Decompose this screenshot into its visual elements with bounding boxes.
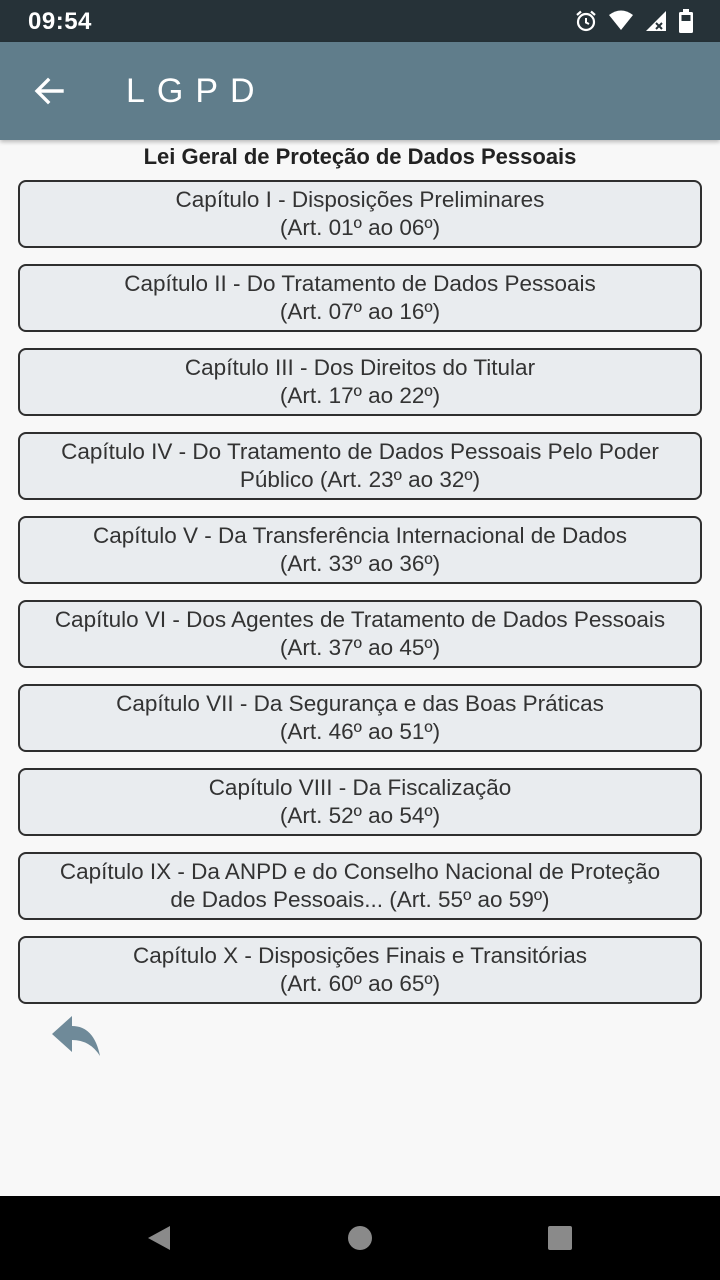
chapter-text	[116, 690, 604, 746]
chapter-title: Capítulo I - Disposições Preliminares	[175, 187, 545, 212]
chapter-title: Capítulo IX - Da ANPD e do Conselho Nacional de Proteção	[59, 859, 661, 884]
chapter-button-5[interactable]	[18, 516, 702, 584]
chapter-text	[93, 522, 627, 578]
reply-icon[interactable]	[50, 1014, 102, 1058]
chapter-title: Capítulo III - Dos Direitos do Titular	[184, 355, 536, 380]
chapter-title: Capítulo VII - Da Segurança e das Boas Práticas	[116, 691, 604, 716]
chapter-list	[18, 180, 702, 1020]
chapter-title: Capítulo IV - Do Tratamento de Dados Pessoais Pelo Poder	[61, 439, 659, 464]
chapter-text	[209, 774, 512, 830]
chapter-articles: (Art. 01º ao 06º)	[279, 215, 441, 240]
chapter-text	[61, 438, 659, 494]
chapter-title: Capítulo X - Disposições Finais e Transitórias	[133, 943, 587, 968]
chapter-button-7[interactable]	[18, 684, 702, 752]
chapter-articles: (Art. 60º ao 65º)	[279, 971, 441, 996]
chapter-articles: (Art. 17º ao 22º)	[279, 383, 441, 408]
chapter-text	[124, 270, 596, 326]
home-circle-icon[interactable]	[340, 1218, 380, 1258]
chapter-articles: (Art. 33º ao 36º)	[279, 551, 441, 576]
chapter-text	[185, 354, 535, 410]
status-icons	[574, 8, 694, 39]
signal-icon	[644, 9, 668, 38]
arrow-left-icon[interactable]	[30, 72, 68, 110]
chapter-text	[60, 858, 660, 914]
chapter-button-2[interactable]	[18, 264, 702, 332]
chapter-button-6[interactable]	[18, 600, 702, 668]
chapter-articles: (Art. 07º ao 16º)	[279, 299, 441, 324]
chapter-text	[176, 186, 545, 242]
chapter-title: Capítulo VIII - Da Fiscalização	[208, 775, 512, 800]
status-bar	[0, 0, 720, 42]
chapter-button-3[interactable]	[18, 348, 702, 416]
chapter-button-10[interactable]	[18, 936, 702, 1004]
chapter-button-4[interactable]	[18, 432, 702, 500]
page-subtitle: Lei Geral de Proteção de Dados Pessoais	[143, 144, 577, 169]
recents-square-icon[interactable]	[540, 1218, 580, 1258]
alarm-icon	[574, 9, 598, 38]
chapter-button-8[interactable]	[18, 768, 702, 836]
chapter-articles: (Art. 52º ao 54º)	[279, 803, 441, 828]
app-title: LGPD	[126, 72, 267, 110]
system-nav-bar	[0, 1196, 720, 1280]
wifi-icon	[608, 9, 634, 38]
back-triangle-icon[interactable]	[140, 1218, 180, 1258]
chapter-title: Capítulo II - Do Tratamento de Dados Pessoais	[124, 271, 596, 296]
chapter-articles: (Art. 37º ao 45º)	[279, 635, 441, 660]
chapter-articles: (Art. 46º ao 51º)	[279, 719, 441, 744]
chapter-button-9[interactable]	[18, 852, 702, 920]
app-bar	[0, 42, 720, 140]
chapter-title: Capítulo VI - Dos Agentes de Tratamento de Dados Pessoais	[54, 607, 666, 632]
battery-icon	[678, 8, 694, 39]
chapter-articles: de Dados Pessoais... (Art. 55º ao 59º)	[170, 887, 550, 912]
chapter-text	[133, 942, 587, 998]
status-time: 09:54	[28, 8, 92, 35]
chapter-articles: Público (Art. 23º ao 32º)	[239, 467, 481, 492]
chapter-button-1[interactable]	[18, 180, 702, 248]
chapter-text	[55, 606, 665, 662]
chapter-title: Capítulo V - Da Transferência Internacional de Dados	[92, 523, 628, 548]
